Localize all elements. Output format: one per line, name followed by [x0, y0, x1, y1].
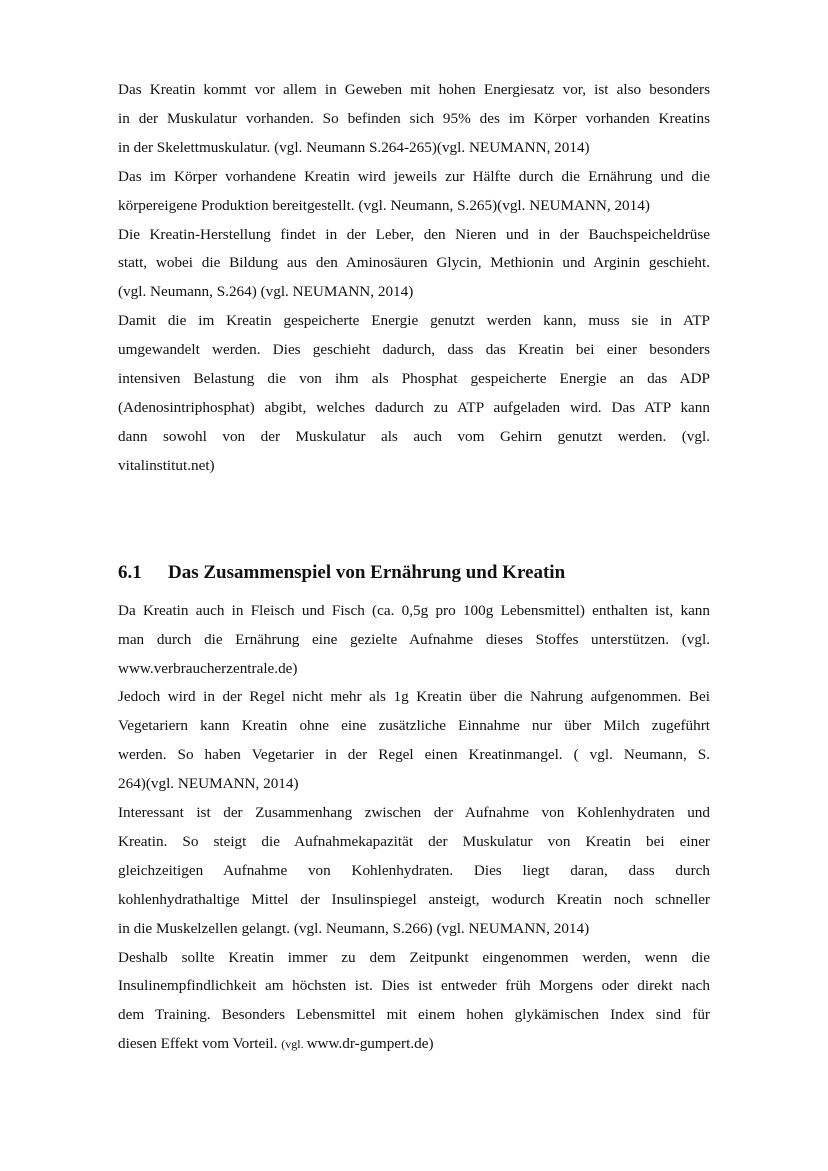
text-line: Damit die im Kreatin gespeicherte Energie genutzt werden kann, muss sie in ATP [118, 312, 710, 330]
text-line: (vgl. Neumann, S.264) (vgl. NEUMANN, 2014) [118, 283, 414, 301]
text-line: werden. So haben Vegetarier in der Regel einen Kreatinmangel. ( vgl. Neumann, S. [118, 746, 710, 764]
text-line: Kreatin. So steigt die Aufnahmekapazität der Muskulatur von Kreatin bei einer [118, 832, 710, 850]
text-line: Jedoch wird in der Regel nicht mehr als 1g Kreatin über die Nahrung aufgenommen. Bei [118, 688, 710, 706]
text-line: vitalinstitut.net) [118, 456, 215, 474]
section-title: Das Zusammenspiel von Ernährung und Kreatin [168, 561, 566, 583]
paragraph [118, 683, 710, 799]
citation-source: www.dr-gumpert.de) [306, 1035, 434, 1053]
text-line: kohlenhydrathaltige Mittel der Insulinspiegel ansteigt, wodurch Kreatin noch schneller [118, 890, 710, 908]
section-text [118, 597, 710, 1060]
paragraph [118, 307, 710, 480]
text-line: gleichzeitigen Aufnahme von Kohlenhydraten. Dies liegt daran, dass durch [118, 861, 710, 879]
paragraph [118, 944, 710, 1060]
text-line: Die Kreatin-Herstellung findet in der Leber, den Nieren und in der Bauchspeicheldrüse [118, 225, 710, 243]
text-line: statt, wobei die Bildung aus den Aminosäuren Glycin, Methionin und Arginin geschieht. [118, 254, 710, 272]
text-line: körpereigene Produktion bereitgestellt. (vgl. Neumann, S.265)(vgl. NEUMANN, 2014) [118, 196, 650, 214]
text-line: dann sowohl von der Muskulatur als auch vom Gehirn genutzt werden. (vgl. [118, 427, 710, 445]
text-line: dem Training. Besonders Lebensmittel mit einem hohen glykämischen Index sind für [118, 1006, 710, 1024]
text-line: Vegetariern kann Kreatin ohne eine zusätzliche Einnahme nur über Milch zugeführt [118, 717, 710, 735]
paragraph [118, 597, 710, 684]
text-line: man durch die Ernährung eine gezielte Aufnahme dieses Stoffes unterstützen. (vgl. [118, 630, 710, 648]
text-line: intensiven Belastung die von ihm als Phosphat gespeicherte Energie an das ADP [118, 370, 710, 388]
text-line [118, 1030, 710, 1059]
text-line: in der Muskulatur vorhanden. So befinden sich 95% des im Körper vorhanden Kreatins [118, 109, 710, 127]
intro-text [118, 76, 710, 481]
section-heading [118, 559, 710, 587]
text-line: in der Skelettmuskulatur. (vgl. Neumann S.264-265)(vgl. NEUMANN, 2014) [118, 138, 590, 156]
text-line: umgewandelt werden. Dies geschieht dadurch, dass das Kreatin bei einer besonders [118, 341, 710, 359]
text-line: Das Kreatin kommt vor allem in Geweben mit hohen Energiesatz vor, ist also besonders [118, 81, 710, 98]
text-line: Deshalb sollte Kreatin immer zu dem Zeitpunkt eingenommen werden, wenn die [118, 948, 710, 966]
paragraph [118, 163, 710, 221]
paragraph [118, 221, 710, 308]
text-line: Das im Körper vorhandene Kreatin wird jeweils zur Hälfte durch die Ernährung und die [118, 167, 710, 185]
text-line: Da Kreatin auch in Fleisch und Fisch (ca. 0,5g pro 100g Lebensmittel) enthalten ist, kann [118, 601, 710, 619]
text-line: in die Muskelzellen gelangt. (vgl. Neumann, S.266) (vgl. NEUMANN, 2014) [118, 919, 590, 937]
text-line: Insulinempfindlichkeit am höchsten ist. Dies ist entweder früh Morgens oder direkt nach [118, 977, 710, 995]
page-content [118, 76, 710, 1059]
citation-prefix: (vgl. [281, 1037, 307, 1052]
text-fragment: diesen Effekt vom Vorteil. [118, 1035, 282, 1053]
text-line: www.verbraucherzentrale.de) [118, 659, 298, 677]
text-line: (Adenosintriphosphat) abgibt, welches dadurch zu ATP aufgeladen wird. Das ATP kann [118, 398, 710, 416]
text-line: 264)(vgl. NEUMANN, 2014) [118, 775, 299, 793]
paragraph [118, 799, 710, 944]
section-number: 6.1 [118, 561, 142, 583]
text-line: Interessant ist der Zusammenhang zwischen der Aufnahme von Kohlenhydraten und [118, 804, 710, 822]
paragraph [118, 76, 710, 163]
